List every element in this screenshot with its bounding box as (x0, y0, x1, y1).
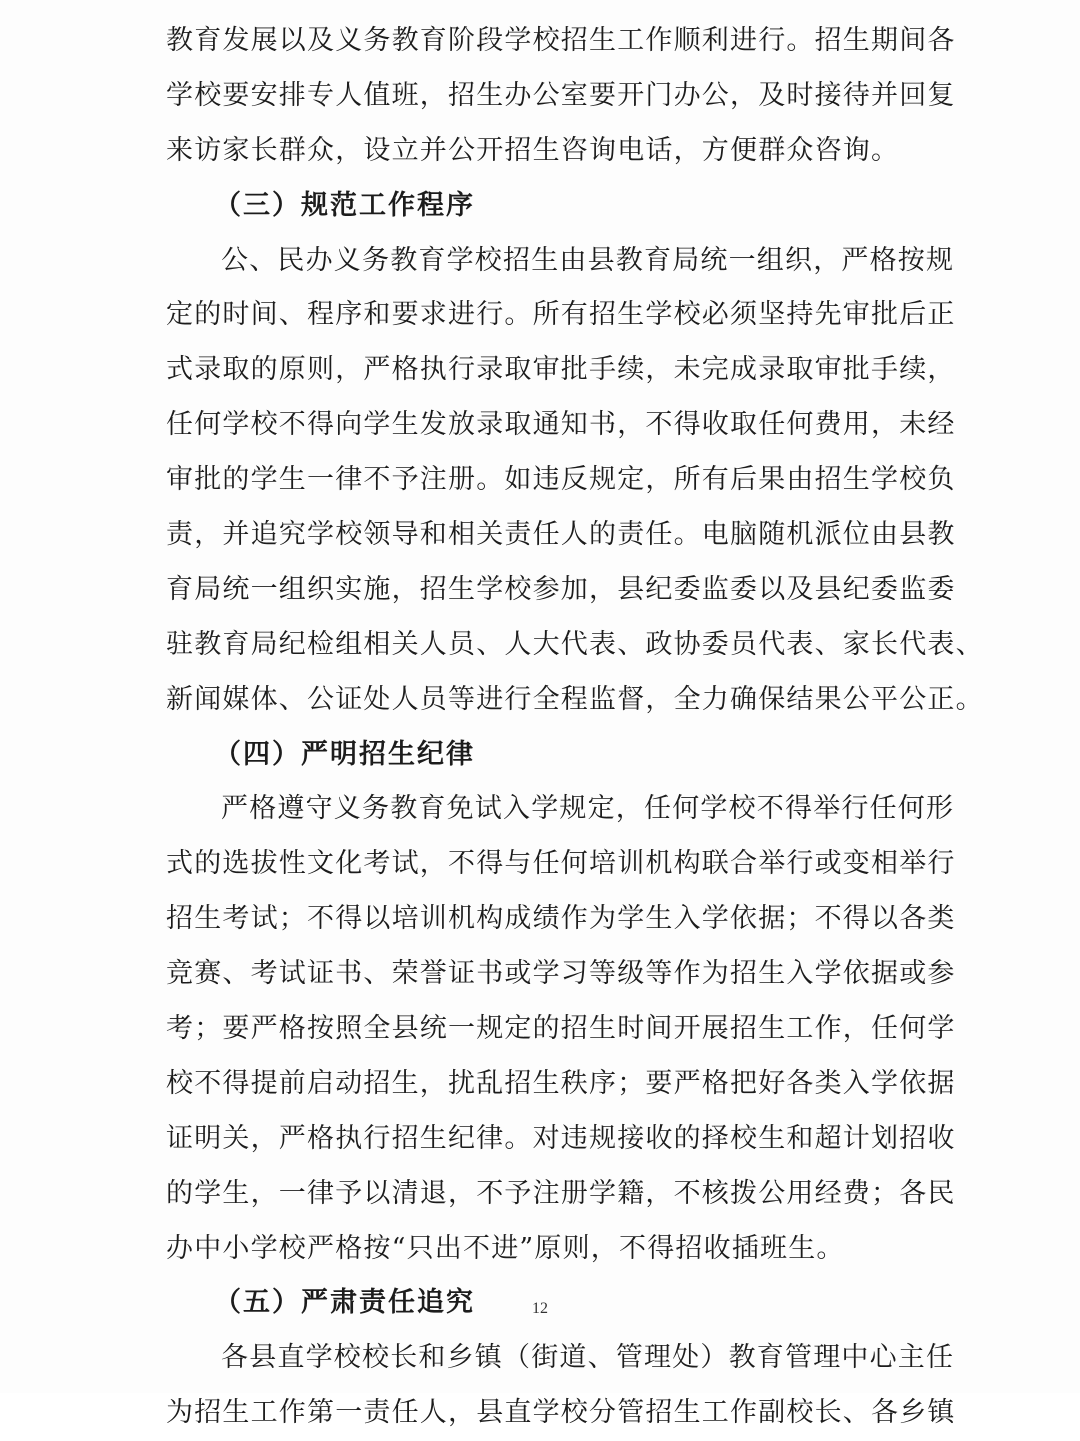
text-line: 任何学校不得向学生发放录取通知书，不得收取任何费用，未经 (166, 409, 956, 441)
text-line: 竞赛、考试证书、荣誉证书或学习等级等作为招生入学依据或参 (166, 958, 956, 990)
text-line: 为招生工作第一责任人，县直学校分管招生工作副校长、各乡镇 (166, 1397, 956, 1429)
section-heading: （四）严明招生纪律 (214, 738, 475, 770)
text-line: 教育发展以及义务教育阶段学校招生工作顺利进行。招生期间各 (166, 25, 956, 56)
text-line: 新闻媒体、公证处人员等进行全程监督，全力确保结果公平公正。 (166, 683, 984, 715)
text-line: 招生考试；不得以培训机构成绩作为学生入学依据；不得以各类 (166, 903, 956, 935)
text-line: 证明关，严格执行招生纪律。对违规接收的择校生和超计划招收 (166, 1122, 956, 1154)
text-line: 学校要安排专人值班，招生办公室要开门办公，及时接待并回复 (166, 79, 956, 111)
text-line: 来访家长群众，设立并公开招生咨询电话，方便群众咨询。 (166, 134, 900, 166)
text-line: 驻教育局纪检组相关人员、人大代表、政协委员代表、家长代表、 (166, 628, 984, 660)
text-line: 办中小学校严格按“只出不进”原则，不得招收插班生。 (166, 1232, 845, 1264)
text-line: 育局统一组织实施，招生学校参加，县纪委监委以及县纪委监委 (166, 573, 956, 605)
section-heading: （五）严肃责任追究 (214, 1287, 475, 1319)
document-body (166, 14, 984, 1441)
text-line: 审批的学生一律不予注册。如违反规定，所有后果由招生学校负 (166, 464, 956, 496)
text-line: 严格遵守义务教育免试入学规定，任何学校不得举行任何形 (221, 793, 955, 825)
page-number: 12 (532, 1300, 548, 1317)
text-line: 的学生，一律予以清退，不予注册学籍，不核拨公用经费；各民 (166, 1177, 956, 1209)
text-line: 公、民办义务教育学校招生由县教育局统一组织，严格按规 (221, 244, 955, 276)
text-line: 责，并追究学校领导和相关责任人的责任。电脑随机派位由县教 (166, 519, 956, 551)
section-heading: （三）规范工作程序 (214, 189, 475, 221)
text-line: 各县直学校校长和乡镇（街道、管理处）教育管理中心主任 (221, 1342, 955, 1374)
text-line: 校不得提前启动招生，扰乱招生秩序；要严格把好各类入学依据 (166, 1067, 956, 1099)
text-line: 式的选拔性文化考试，不得与任何培训机构联合举行或变相举行 (166, 848, 956, 880)
text-line: 式录取的原则，严格执行录取审批手续，未完成录取审批手续， (166, 354, 956, 386)
text-line: 考；要严格按照全县统一规定的招生时间开展招生工作，任何学 (166, 1013, 956, 1045)
text-line: 定的时间、程序和要求进行。所有招生学校必须坚持先审批后正 (166, 299, 956, 331)
